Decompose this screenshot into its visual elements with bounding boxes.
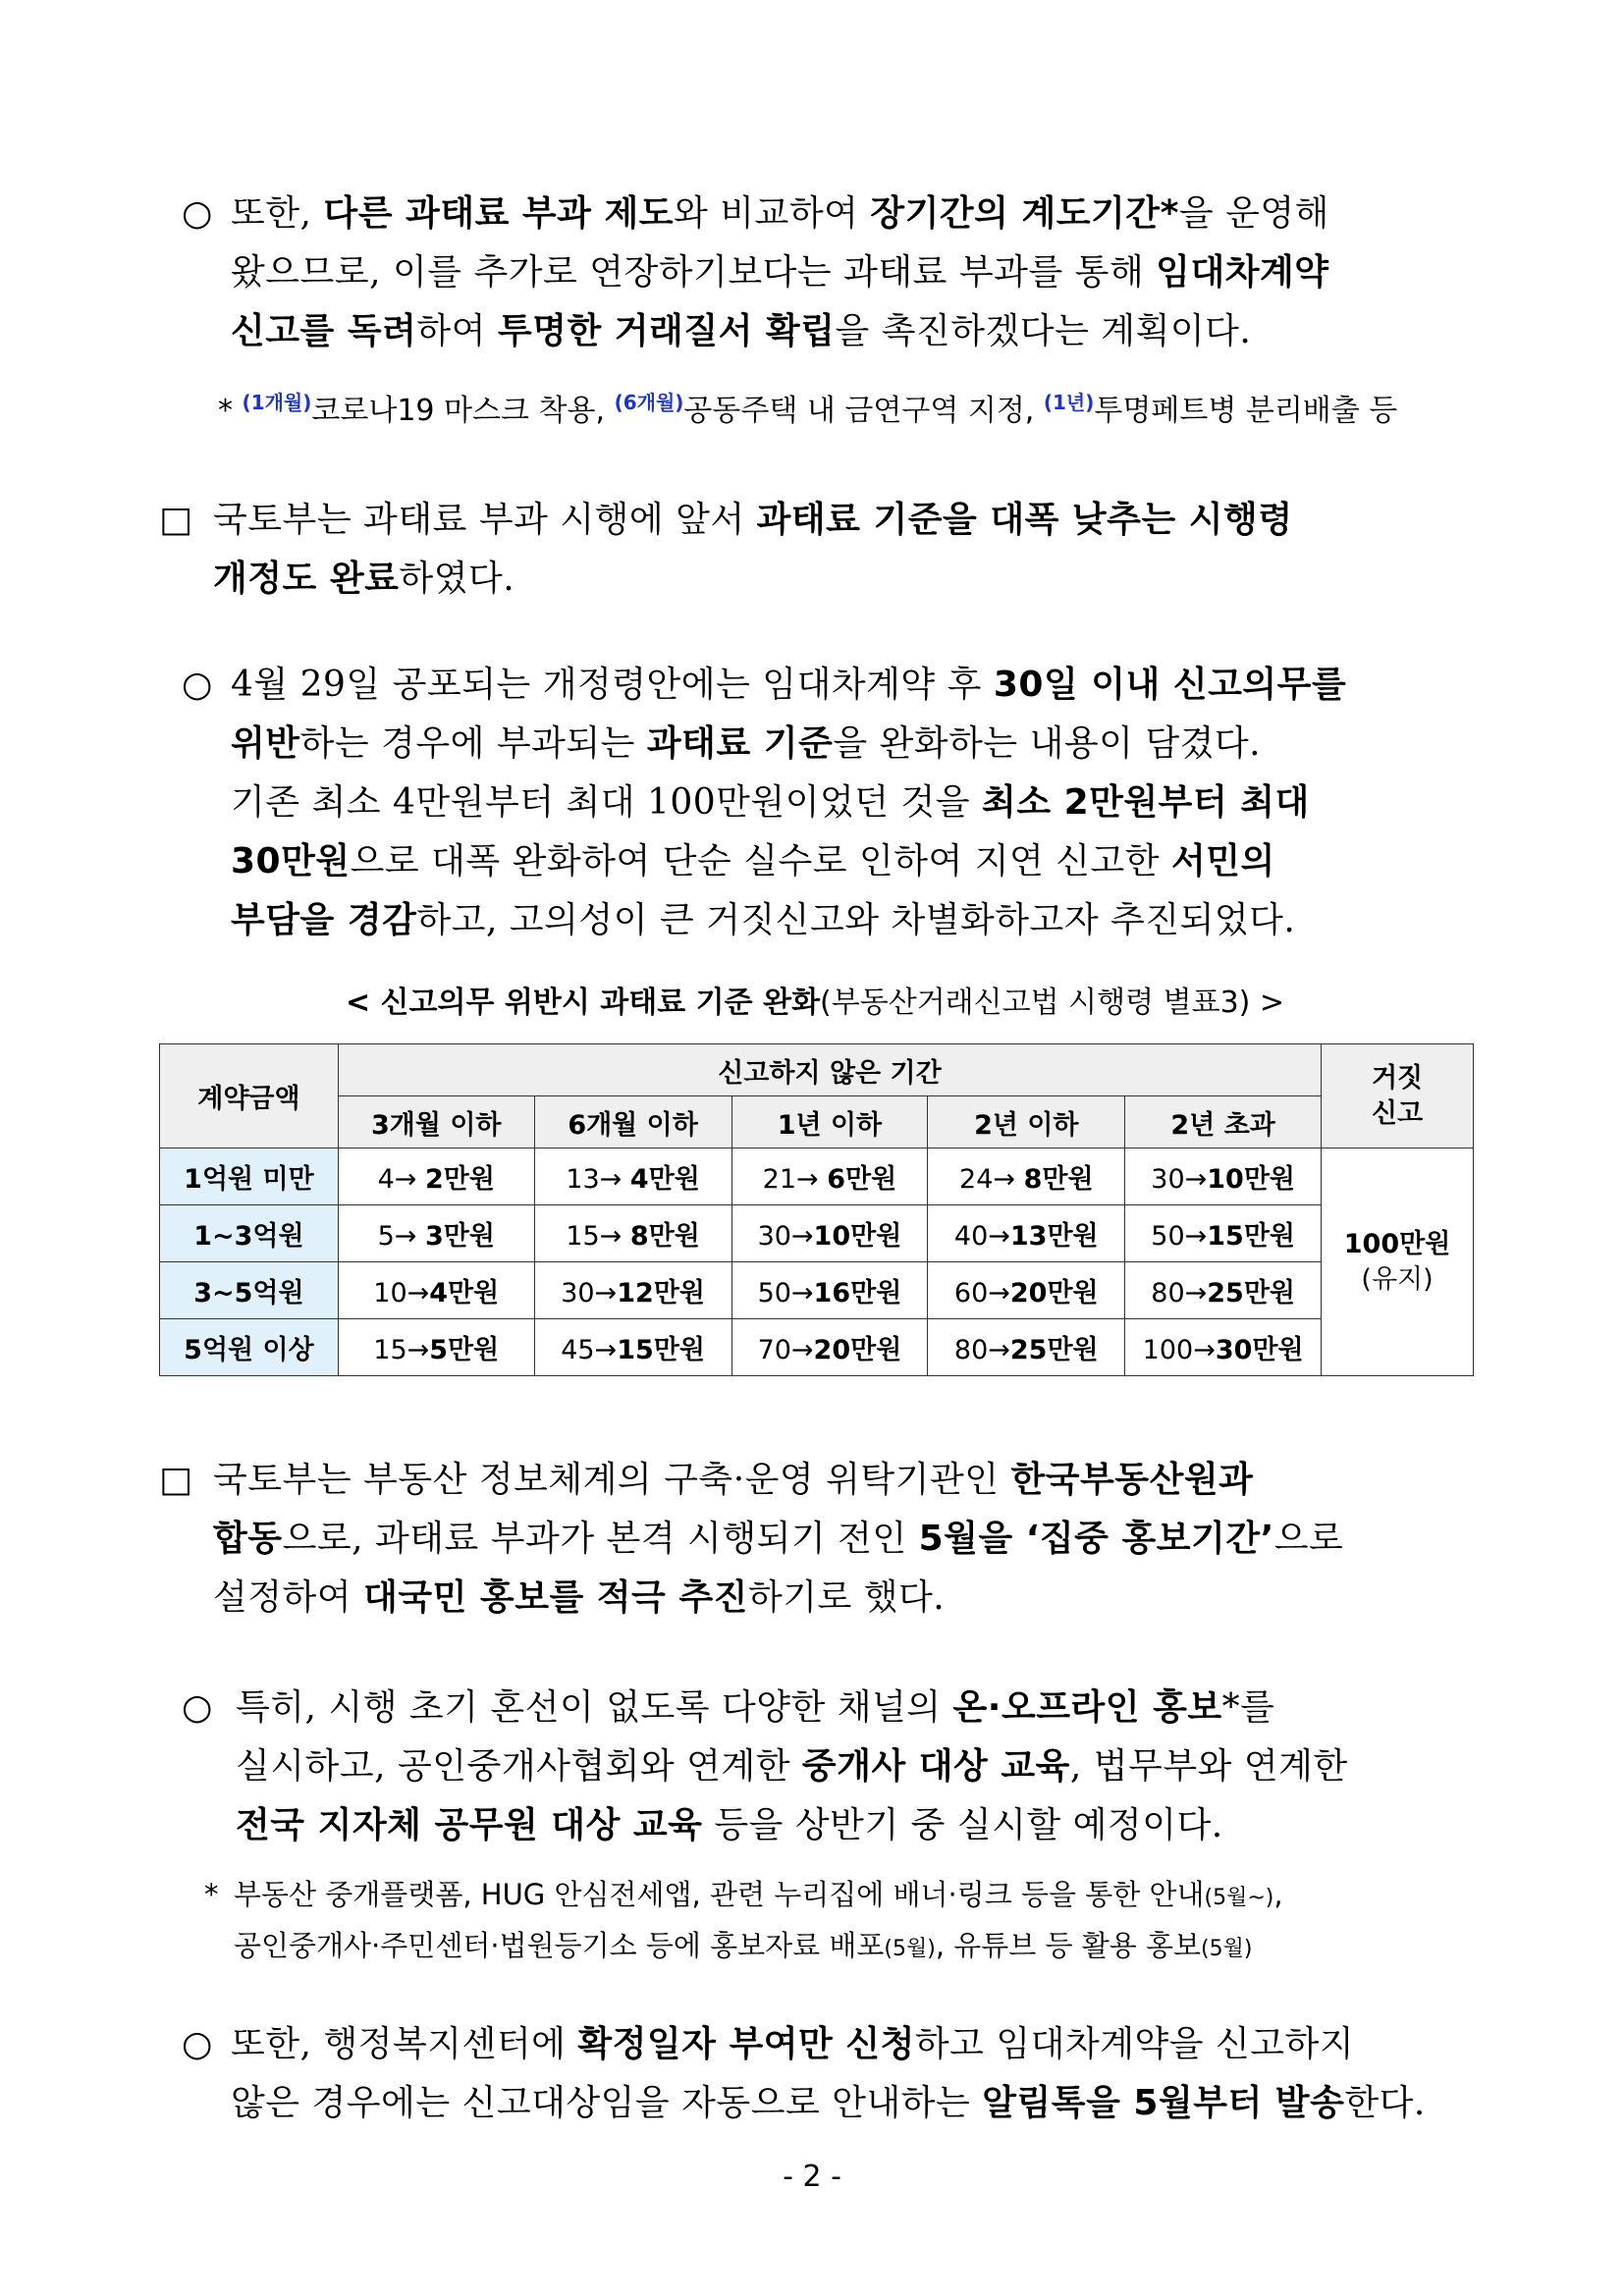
table-cell: 30→10만원 (1125, 1148, 1322, 1205)
line: 않은 경우에는 신고대상임을 자동으로 안내하는 알림톡을 5월부터 발송한다. (231, 2083, 1426, 2123)
line: 30만원으로 대폭 완화하여 단순 실수로 인하여 지연 신고한 서민의 (231, 841, 1275, 881)
table-cell: 30→10만원 (731, 1205, 928, 1262)
circle-bullet: ○ (182, 1687, 213, 1728)
row-label: 5억원 이상 (160, 1319, 339, 1376)
line: 개정도 완료하였다. (213, 559, 515, 599)
paragraph-decree-amendment (159, 491, 1480, 609)
paragraph-promotion-period (159, 1451, 1480, 1628)
table-row (160, 1262, 1474, 1319)
header-unreported-period: 신고하지 않은 기간 (338, 1044, 1321, 1096)
line: 또한, 행정복지센터에 확정일자 부여만 신청하고 임대차계약을 신고하지 (231, 2024, 1355, 2064)
table-cell: 45→15만원 (534, 1319, 731, 1376)
table-cell: 5→ 3만원 (338, 1205, 534, 1262)
table-cell: 4→ 2만원 (338, 1148, 534, 1205)
table-cell: 50→16만원 (731, 1262, 928, 1319)
table-cell: 10→4만원 (338, 1262, 534, 1319)
line: 국토부는 과태료 부과 시행에 앞서 과태료 기준을 대폭 낮추는 시행령 (213, 500, 1293, 540)
circle-bullet: ○ (182, 665, 213, 705)
table-cell: 50→15만원 (1125, 1205, 1322, 1262)
line: 전국 지자체 공무원 대상 교육 등을 상반기 중 실시할 예정이다. (236, 1805, 1223, 1845)
line: 기존 최소 4만원부터 최대 100만원이었던 것을 최소 2만원부터 최대 (231, 782, 1310, 823)
table-row (160, 1148, 1474, 1205)
row-label: 1~3억원 (160, 1205, 339, 1262)
line: 특히, 시행 초기 혼선이 없도록 다양한 채널의 온·오프라인 홍보*를 (236, 1687, 1275, 1728)
table-header-row (160, 1096, 1474, 1148)
circle-bullet: ○ (182, 193, 213, 234)
table-cell: 13→ 4만원 (534, 1148, 731, 1205)
header-period: 1년 이하 (731, 1096, 928, 1148)
penalty-table (159, 1043, 1474, 1376)
line: 합동으로, 과태료 부과가 본격 시행되기 전인 5월을 ‘집중 홍보기간’으로 (213, 1519, 1344, 1559)
table-cell: 60→20만원 (928, 1262, 1125, 1319)
row-label: 3~5억원 (160, 1262, 339, 1319)
table-row (160, 1205, 1474, 1262)
row-label: 1억원 미만 (160, 1148, 339, 1205)
paragraph-deterrence-rationale (182, 185, 1478, 361)
table-cell: 15→ 8만원 (534, 1205, 731, 1262)
line: 공인중개사·주민센터·법원등기소 등에 홍보자료 배포(5월), 유튜브 등 활용 홍보(5월) (234, 1929, 1253, 1962)
square-bullet: □ (159, 500, 193, 540)
header-period: 2년 초과 (1125, 1096, 1322, 1148)
paragraph-kakao-notice (182, 2015, 1478, 2133)
table-cell: 15→5만원 (338, 1319, 534, 1376)
table-cell: 70→20만원 (731, 1319, 928, 1376)
page-number: - 2 - (783, 2160, 841, 2194)
line: 실시하고, 공인중개사협회와 연계한 중개사 대상 교육, 법무부와 연계한 (236, 1746, 1348, 1787)
table-row (160, 1319, 1474, 1376)
footnote-guidance-periods: * $^{(1개월)}$코로나19 마스크 착용, $^{(6개월)}$공동주택 내 금연구역 지정, $^{(1년)}$투명페트병 분리배출 등 (218, 391, 1398, 428)
header-period: 2년 이하 (928, 1096, 1125, 1148)
table-cell: 80→25만원 (928, 1319, 1125, 1376)
header-false-report: 거짓 신고 (1322, 1044, 1474, 1148)
footnote-promotion-channels: * 부동산 중개플랫폼, HUG 안심전세앱, 관련 누리집에 배너·링크 등을 통한 안내(5월~), 공인중개사·주민센터·법원등기소 등에 홍보자료 배포(5월), 유튜브 등 활용 홍보(5월) (204, 1871, 1500, 1973)
header-period: 3개월 이하 (338, 1096, 534, 1148)
line: 국토부는 부동산 정보체계의 구축·운영 위탁기관인 한국부동산원과 (213, 1460, 1254, 1500)
table-cell: 24→ 8만원 (928, 1148, 1125, 1205)
line: 위반하는 경우에 부과되는 과태료 기준을 완화하는 내용이 담겼다. (231, 723, 1262, 764)
paragraph-education-plan (182, 1679, 1478, 1855)
table-caption: < 신고의무 위반시 과태료 기준 완화(부동산거래신고법 시행령 별표3) > (345, 986, 1285, 1020)
square-bullet: □ (159, 1460, 193, 1500)
paragraph-penalty-relief (182, 656, 1478, 950)
line: 부동산 중개플랫폼, HUG 안심전세앱, 관련 누리집에 배너·링크 등을 통한 안내(5월~), (234, 1878, 1283, 1911)
table-cell: 21→ 6만원 (731, 1148, 928, 1205)
table-cell: 30→12만원 (534, 1262, 731, 1319)
line: 왔으므로, 이를 추가로 연장하기보다는 과태료 부과를 통해 임대차계약 (231, 252, 1329, 293)
header-contract-amount: 계약금액 (160, 1044, 339, 1148)
line: 신고를 독려하여 투명한 거래질서 확립을 촉진하겠다는 계획이다. (231, 311, 1252, 351)
line: 부담을 경감하고, 고의성이 큰 거짓신고와 차별화하고자 추진되었다. (231, 900, 1296, 940)
circle-bullet: ○ (182, 2024, 213, 2064)
false-report-penalty: 100만원 (유지) (1322, 1148, 1474, 1376)
line: 4월 29일 공포되는 개정령안에는 임대차계약 후 30일 이내 신고의무를 (231, 665, 1347, 705)
line: 또한, 다른 과태료 부과 제도와 비교하여 장기간의 계도기간*을 운영해 (231, 193, 1329, 234)
table-header-row (160, 1044, 1474, 1096)
table-cell: 100→30만원 (1125, 1319, 1322, 1376)
table-cell: 40→13만원 (928, 1205, 1125, 1262)
header-period: 6개월 이하 (534, 1096, 731, 1148)
line: 설정하여 대국민 홍보를 적극 추진하기로 했다. (213, 1577, 946, 1618)
table-cell: 80→25만원 (1125, 1262, 1322, 1319)
